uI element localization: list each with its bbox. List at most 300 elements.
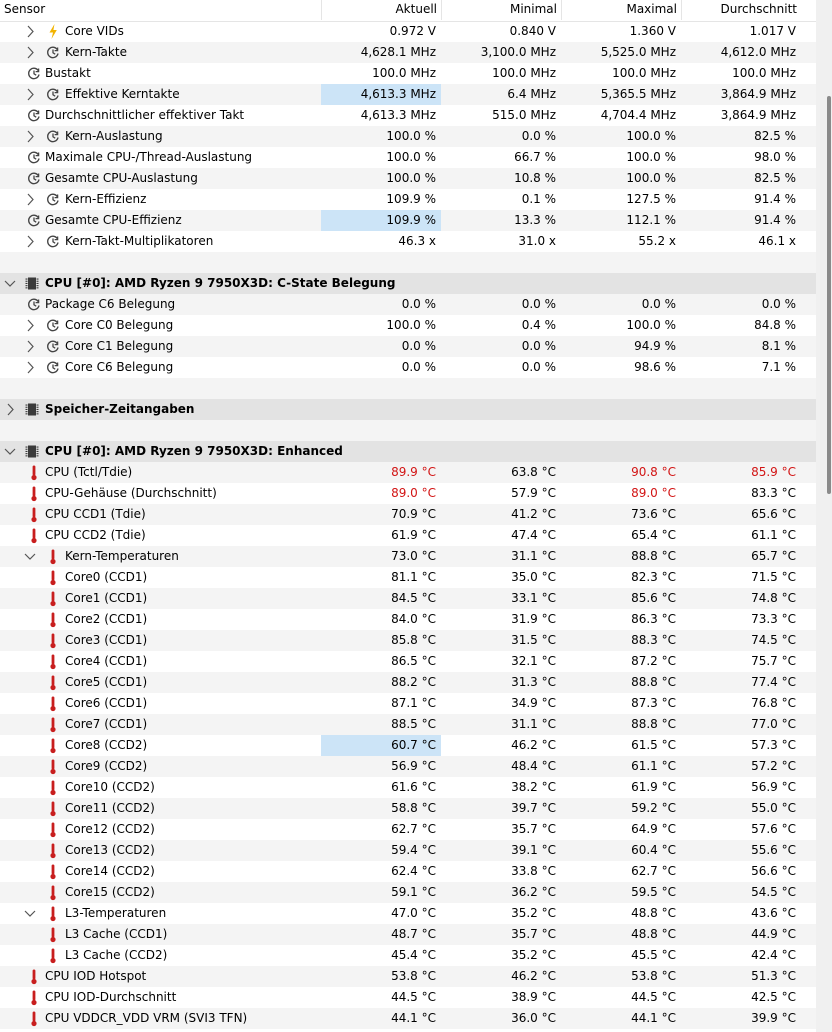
clock-icon — [45, 315, 61, 336]
value-average: 46.1 x — [758, 234, 796, 248]
chip-icon — [24, 273, 40, 294]
value-average: 56.6 °C — [751, 864, 796, 878]
value-current: 88.2 °C — [391, 675, 436, 689]
value-maximum: 5,525.0 MHz — [600, 45, 676, 59]
sensor-label: Effektive Kerntakte — [65, 87, 180, 101]
sensor-label: CPU IOD Hotspot — [45, 969, 147, 983]
sensor-row-durchschnittlicher-effektiver-takt[interactable] — [0, 105, 816, 126]
value-minimum: 100.0 MHz — [492, 66, 556, 80]
chevron-right-icon[interactable] — [22, 231, 38, 252]
value-current: 84.0 °C — [391, 612, 436, 626]
value-minimum: 0.4 % — [521, 318, 556, 332]
value-current: 53.8 °C — [391, 969, 436, 983]
chevron-right-icon[interactable] — [22, 357, 38, 378]
value-minimum: 32.1 °C — [511, 654, 556, 668]
sensor-label: Kern-Takte — [65, 45, 127, 59]
value-average: 54.5 °C — [751, 885, 796, 899]
sensor-row-core0-ccd1[interactable] — [0, 567, 816, 588]
value-average: 100.0 MHz — [732, 66, 796, 80]
sensor-label: Core C0 Belegung — [65, 318, 174, 332]
value-current: 85.8 °C — [391, 633, 436, 647]
scrollbar-thumb[interactable] — [827, 96, 831, 494]
value-maximum: 100.0 % — [626, 129, 676, 143]
value-current: 84.5 °C — [391, 591, 436, 605]
sensor-label: Package C6 Belegung — [45, 297, 176, 311]
sensor-label: Core6 (CCD1) — [65, 696, 148, 710]
value-maximum: 60.4 °C — [631, 843, 676, 857]
sensor-label: Core13 (CCD2) — [65, 843, 155, 857]
value-minimum: 66.7 % — [514, 150, 556, 164]
value-minimum: 0.0 % — [521, 297, 556, 311]
value-maximum: 59.5 °C — [631, 885, 676, 899]
value-maximum: 55.2 x — [638, 234, 676, 248]
sensor-row-kern-auslastung[interactable] — [0, 126, 816, 147]
value-maximum: 73.6 °C — [631, 507, 676, 521]
thermometer-icon — [45, 651, 61, 672]
value-minimum: 33.8 °C — [511, 864, 556, 878]
sensor-row-core-vids[interactable] — [0, 21, 816, 42]
chevron-right-icon[interactable] — [2, 399, 18, 420]
value-maximum: 94.9 % — [634, 339, 676, 353]
chip-icon — [24, 441, 40, 462]
clock-icon — [26, 168, 42, 189]
chevron-right-icon[interactable] — [22, 84, 38, 105]
sensor-label: Core C1 Belegung — [65, 339, 174, 353]
sensor-label: Core12 (CCD2) — [65, 822, 155, 836]
value-maximum: 53.8 °C — [631, 969, 676, 983]
sensor-row-cpu-vddcr-vdd-vrm-svi3-tfn[interactable] — [0, 1008, 816, 1029]
value-current: 44.5 °C — [391, 990, 436, 1004]
sensor-row-maximale-cpu-thread-auslastung[interactable] — [0, 147, 816, 168]
value-average: 65.6 °C — [751, 507, 796, 521]
thermometer-icon — [45, 819, 61, 840]
value-current: 0.0 % — [401, 360, 436, 374]
value-current: 4,613.3 MHz — [360, 108, 436, 122]
value-average: 71.5 °C — [751, 570, 796, 584]
sensor-row-kern-temperaturen[interactable] — [0, 546, 816, 567]
value-current: 48.7 °C — [391, 927, 436, 941]
value-current: 0.972 V — [389, 24, 436, 38]
value-current: 100.0 % — [386, 171, 436, 185]
value-average: 65.7 °C — [751, 549, 796, 563]
sensor-row-l3-temperaturen[interactable] — [0, 903, 816, 924]
thermometer-icon — [45, 924, 61, 945]
value-average: 4,612.0 MHz — [720, 45, 796, 59]
value-minimum: 33.1 °C — [511, 591, 556, 605]
thermometer-icon — [26, 525, 42, 546]
clock-icon — [26, 63, 42, 84]
value-current: 56.9 °C — [391, 759, 436, 773]
chevron-right-icon[interactable] — [22, 189, 38, 210]
group-label: Speicher-Zeitangaben — [45, 402, 195, 416]
sensor-label: Core0 (CCD1) — [65, 570, 148, 584]
thermometer-icon — [45, 777, 61, 798]
value-minimum: 0.0 % — [521, 129, 556, 143]
sensor-row-core8-ccd2[interactable] — [0, 735, 816, 756]
value-maximum: 87.2 °C — [631, 654, 676, 668]
sensor-label: Core8 (CCD2) — [65, 738, 148, 752]
sensor-row-cpu-ccd1-tdie[interactable] — [0, 504, 816, 525]
value-current: 100.0 MHz — [372, 66, 436, 80]
thermometer-icon — [45, 882, 61, 903]
value-current: 62.4 °C — [391, 864, 436, 878]
value-maximum: 90.8 °C — [631, 465, 676, 479]
sensor-row-core9-ccd2[interactable] — [0, 756, 816, 777]
value-average: 73.3 °C — [751, 612, 796, 626]
value-minimum: 48.4 °C — [511, 759, 556, 773]
value-average: 77.0 °C — [751, 717, 796, 731]
sensor-label: Gesamte CPU-Effizienz — [45, 213, 182, 227]
thermometer-icon — [45, 903, 61, 924]
value-minimum: 35.2 °C — [511, 906, 556, 920]
value-minimum: 35.7 °C — [511, 927, 556, 941]
value-maximum: 100.0 % — [626, 318, 676, 332]
value-average: 55.6 °C — [751, 843, 796, 857]
value-average: 55.0 °C — [751, 801, 796, 815]
column-header-average[interactable]: Durchschnitt — [681, 0, 801, 20]
sensor-row-cpu-iod-durchschnitt[interactable] — [0, 987, 816, 1008]
value-maximum: 87.3 °C — [631, 696, 676, 710]
value-minimum: 0.1 % — [521, 192, 556, 206]
value-minimum: 38.9 °C — [511, 990, 556, 1004]
sensor-row-core5-ccd1[interactable] — [0, 672, 816, 693]
column-header-sensor[interactable]: Sensor — [4, 2, 46, 16]
value-maximum: 62.7 °C — [631, 864, 676, 878]
value-maximum: 61.1 °C — [631, 759, 676, 773]
value-maximum: 100.0 MHz — [612, 66, 676, 80]
value-average: 84.8 % — [754, 318, 796, 332]
value-average: 3,864.9 MHz — [720, 87, 796, 101]
thermometer-icon — [45, 609, 61, 630]
value-current: 62.7 °C — [391, 822, 436, 836]
value-average: 56.9 °C — [751, 780, 796, 794]
value-minimum: 35.7 °C — [511, 822, 556, 836]
sensor-row-core3-ccd1[interactable] — [0, 630, 816, 651]
thermometer-icon — [45, 693, 61, 714]
sensor-row-core2-ccd1[interactable] — [0, 609, 816, 630]
value-average: 82.5 % — [754, 171, 796, 185]
sensor-row-core11-ccd2[interactable] — [0, 798, 816, 819]
sensor-label: CPU VDDCR_VDD VRM (SVI3 TFN) — [45, 1011, 248, 1025]
column-header-current[interactable]: Aktuell — [321, 0, 441, 20]
thermometer-icon — [45, 714, 61, 735]
value-minimum: 46.2 °C — [511, 738, 556, 752]
value-current: 59.1 °C — [391, 885, 436, 899]
value-average: 43.6 °C — [751, 906, 796, 920]
value-maximum: 45.5 °C — [631, 948, 676, 962]
thermometer-icon — [45, 588, 61, 609]
value-minimum: 515.0 MHz — [492, 108, 556, 122]
value-average: 44.9 °C — [751, 927, 796, 941]
thermometer-icon — [45, 840, 61, 861]
value-average: 3,864.9 MHz — [720, 108, 796, 122]
value-average: 83.3 °C — [751, 486, 796, 500]
value-current: 89.9 °C — [391, 465, 436, 479]
value-minimum: 0.0 % — [521, 360, 556, 374]
value-average: 39.9 °C — [751, 1011, 796, 1025]
value-maximum: 88.8 °C — [631, 675, 676, 689]
sensor-label: Core2 (CCD1) — [65, 612, 148, 626]
thermometer-icon — [45, 672, 61, 693]
value-minimum: 36.2 °C — [511, 885, 556, 899]
value-maximum: 44.5 °C — [631, 990, 676, 1004]
chevron-down-icon[interactable] — [22, 903, 38, 924]
value-minimum: 63.8 °C — [511, 465, 556, 479]
value-maximum: 88.8 °C — [631, 549, 676, 563]
value-current: 60.7 °C — [321, 735, 441, 756]
value-current: 46.3 x — [398, 234, 436, 248]
value-maximum: 0.0 % — [641, 297, 676, 311]
sensor-label: Core1 (CCD1) — [65, 591, 148, 605]
thermometer-icon — [45, 567, 61, 588]
sensor-row-l3-cache-ccd2[interactable] — [0, 945, 816, 966]
thermometer-icon — [26, 966, 42, 987]
value-current: 61.6 °C — [391, 780, 436, 794]
sensor-label: Core5 (CCD1) — [65, 675, 148, 689]
value-average: 8.1 % — [761, 339, 796, 353]
thermometer-icon — [45, 630, 61, 651]
value-current: 44.1 °C — [391, 1011, 436, 1025]
value-minimum: 41.2 °C — [511, 507, 556, 521]
group-row-cpu-0-amd-ryzen-9-7950x3d-enhanced[interactable] — [0, 441, 816, 462]
thermometer-icon — [26, 462, 42, 483]
column-header — [0, 0, 816, 22]
sensor-row-bustakt[interactable] — [0, 63, 816, 84]
value-current: 100.0 % — [386, 150, 436, 164]
value-maximum: 61.9 °C — [631, 780, 676, 794]
value-maximum: 85.6 °C — [631, 591, 676, 605]
thermometer-icon — [26, 987, 42, 1008]
sensor-label: Durchschnittlicher effektiver Takt — [45, 108, 245, 122]
value-minimum: 36.0 °C — [511, 1011, 556, 1025]
sensor-row-cpu-geh-use-durchschnitt[interactable] — [0, 483, 816, 504]
thermometer-icon — [26, 483, 42, 504]
value-maximum: 100.0 % — [626, 171, 676, 185]
value-current: 45.4 °C — [391, 948, 436, 962]
column-header-maximum[interactable]: Maximal — [561, 0, 681, 20]
sensor-row-core7-ccd1[interactable] — [0, 714, 816, 735]
value-maximum: 48.8 °C — [631, 906, 676, 920]
value-average: 74.8 °C — [751, 591, 796, 605]
sensor-label: CPU-Gehäuse (Durchschnitt) — [45, 486, 217, 500]
value-current: 58.8 °C — [391, 801, 436, 815]
sensor-row-l3-cache-ccd1[interactable] — [0, 924, 816, 945]
value-maximum: 127.5 % — [626, 192, 676, 206]
sensor-row-core4-ccd1[interactable] — [0, 651, 816, 672]
clock-icon — [26, 147, 42, 168]
sensor-tree — [0, 21, 816, 1032]
sensor-row-core12-ccd2[interactable] — [0, 819, 816, 840]
clock-icon — [26, 210, 42, 231]
value-current: 4,628.1 MHz — [360, 45, 436, 59]
sensor-label: Core9 (CCD2) — [65, 759, 148, 773]
sensor-row-kern-takte[interactable] — [0, 42, 816, 63]
value-minimum: 10.8 % — [514, 171, 556, 185]
value-current: 100.0 % — [386, 318, 436, 332]
sensor-label: CPU IOD-Durchschnitt — [45, 990, 177, 1004]
sensor-label: L3 Cache (CCD2) — [65, 948, 168, 962]
value-current: 4,613.3 MHz — [321, 84, 441, 105]
clock-icon — [45, 336, 61, 357]
clock-icon — [26, 105, 42, 126]
clock-icon — [45, 126, 61, 147]
thermometer-icon — [26, 1008, 42, 1029]
value-average: 76.8 °C — [751, 696, 796, 710]
sensor-row-cpu-ccd2-tdie[interactable] — [0, 525, 816, 546]
value-average: 61.1 °C — [751, 528, 796, 542]
value-average: 1.017 V — [749, 24, 796, 38]
sensor-row-gesamte-cpu-effizienz[interactable] — [0, 210, 816, 231]
sensor-row-core6-ccd1[interactable] — [0, 693, 816, 714]
sensor-row-cpu-tctl-tdie[interactable] — [0, 462, 816, 483]
value-current: 0.0 % — [401, 297, 436, 311]
group-row-cpu-0-amd-ryzen-9-7950x3d-c-state-belegung[interactable] — [0, 273, 816, 294]
value-current: 73.0 °C — [391, 549, 436, 563]
sensor-label: Core3 (CCD1) — [65, 633, 148, 647]
sensor-label: CPU CCD1 (Tdie) — [45, 507, 146, 521]
value-maximum: 61.5 °C — [631, 738, 676, 752]
sensor-label: CPU CCD2 (Tdie) — [45, 528, 146, 542]
sensor-label: Core10 (CCD2) — [65, 780, 155, 794]
value-minimum: 31.1 °C — [511, 549, 556, 563]
sensor-label: L3-Temperaturen — [65, 906, 167, 920]
sensor-row-core15-ccd2[interactable] — [0, 882, 816, 903]
group-row-speicher-zeitangaben[interactable] — [0, 399, 816, 420]
value-minimum: 39.7 °C — [511, 801, 556, 815]
value-current: 81.1 °C — [391, 570, 436, 584]
sensor-row-kern-takt-multiplikatoren[interactable] — [0, 231, 816, 252]
value-minimum: 34.9 °C — [511, 696, 556, 710]
sensor-label: Kern-Effizienz — [65, 192, 147, 206]
value-average: 42.4 °C — [751, 948, 796, 962]
value-minimum: 31.1 °C — [511, 717, 556, 731]
sensor-row-core1-ccd1[interactable] — [0, 588, 816, 609]
sensor-row-cpu-iod-hotspot[interactable] — [0, 966, 816, 987]
sensor-row-core14-ccd2[interactable] — [0, 861, 816, 882]
value-average: 57.6 °C — [751, 822, 796, 836]
value-minimum: 3,100.0 MHz — [480, 45, 556, 59]
group-label: CPU [#0]: AMD Ryzen 9 7950X3D: C-State Belegung — [45, 276, 396, 290]
value-current: 100.0 % — [386, 129, 436, 143]
chevron-down-icon[interactable] — [2, 273, 18, 294]
clock-icon — [26, 294, 42, 315]
value-maximum: 98.6 % — [634, 360, 676, 374]
chevron-down-icon[interactable] — [22, 546, 38, 567]
column-header-minimum[interactable]: Minimal — [441, 0, 561, 20]
value-maximum: 88.8 °C — [631, 717, 676, 731]
value-current: 88.5 °C — [391, 717, 436, 731]
sensor-label: Kern-Temperaturen — [65, 549, 179, 563]
value-average: 91.4 % — [754, 213, 796, 227]
sensor-label: Kern-Takt-Multiplikatoren — [65, 234, 214, 248]
value-maximum: 89.0 °C — [631, 486, 676, 500]
value-maximum: 86.3 °C — [631, 612, 676, 626]
value-minimum: 13.3 % — [514, 213, 556, 227]
chevron-right-icon[interactable] — [22, 315, 38, 336]
sensor-row-kern-effizienz[interactable] — [0, 189, 816, 210]
value-minimum: 39.1 °C — [511, 843, 556, 857]
value-average: 75.7 °C — [751, 654, 796, 668]
value-maximum: 82.3 °C — [631, 570, 676, 584]
sensor-row-core-c0-belegung[interactable] — [0, 315, 816, 336]
sensor-row-core13-ccd2[interactable] — [0, 840, 816, 861]
value-current: 109.9 % — [386, 192, 436, 206]
value-minimum: 46.2 °C — [511, 969, 556, 983]
value-current: 109.9 % — [321, 210, 441, 231]
value-average: 85.9 °C — [751, 465, 796, 479]
value-average: 0.0 % — [761, 297, 796, 311]
sensor-label: Core14 (CCD2) — [65, 864, 155, 878]
chevron-right-icon[interactable] — [22, 21, 38, 42]
chevron-down-icon[interactable] — [2, 441, 18, 462]
sensor-label: CPU (Tctl/Tdie) — [45, 465, 133, 479]
chip-icon — [24, 399, 40, 420]
sensor-row-package-c6-belegung[interactable] — [0, 294, 816, 315]
value-minimum: 31.0 x — [518, 234, 556, 248]
value-current: 89.0 °C — [391, 486, 436, 500]
sensor-label: Core11 (CCD2) — [65, 801, 155, 815]
value-average: 51.3 °C — [751, 969, 796, 983]
value-maximum: 1.360 V — [629, 24, 676, 38]
thermometer-icon — [45, 861, 61, 882]
value-minimum: 0.0 % — [521, 339, 556, 353]
sensor-row-core-c1-belegung[interactable] — [0, 336, 816, 357]
clock-icon — [45, 42, 61, 63]
value-current: 47.0 °C — [391, 906, 436, 920]
value-maximum: 88.3 °C — [631, 633, 676, 647]
chevron-right-icon[interactable] — [22, 126, 38, 147]
chevron-right-icon[interactable] — [22, 336, 38, 357]
value-current: 86.5 °C — [391, 654, 436, 668]
value-average: 57.2 °C — [751, 759, 796, 773]
clock-icon — [45, 357, 61, 378]
value-minimum: 6.4 MHz — [507, 87, 556, 101]
sensor-row-core10-ccd2[interactable] — [0, 777, 816, 798]
spacer-row — [0, 378, 816, 399]
value-maximum: 5,365.5 MHz — [600, 87, 676, 101]
clock-icon — [45, 189, 61, 210]
sensor-label: Core C6 Belegung — [65, 360, 174, 374]
sensor-label: Gesamte CPU-Auslastung — [45, 171, 198, 185]
sensor-label: L3 Cache (CCD1) — [65, 927, 168, 941]
value-minimum: 57.9 °C — [511, 486, 556, 500]
thermometer-icon — [26, 504, 42, 525]
value-average: 57.3 °C — [751, 738, 796, 752]
value-current: 59.4 °C — [391, 843, 436, 857]
value-minimum: 35.2 °C — [511, 948, 556, 962]
sensor-row-effektive-kerntakte[interactable] — [0, 84, 816, 105]
spacer-row — [0, 420, 816, 441]
thermometer-icon — [45, 756, 61, 777]
chevron-right-icon[interactable] — [22, 42, 38, 63]
value-maximum: 112.1 % — [626, 213, 676, 227]
value-average: 91.4 % — [754, 192, 796, 206]
value-maximum: 65.4 °C — [631, 528, 676, 542]
sensor-label: Core15 (CCD2) — [65, 885, 155, 899]
value-current: 61.9 °C — [391, 528, 436, 542]
value-minimum: 31.9 °C — [511, 612, 556, 626]
value-current: 0.0 % — [401, 339, 436, 353]
thermometer-icon — [45, 735, 61, 756]
value-minimum: 0.840 V — [509, 24, 556, 38]
sensor-row-gesamte-cpu-auslastung[interactable] — [0, 168, 816, 189]
sensor-label: Kern-Auslastung — [65, 129, 163, 143]
group-label: CPU [#0]: AMD Ryzen 9 7950X3D: Enhanced — [45, 444, 343, 458]
value-maximum: 44.1 °C — [631, 1011, 676, 1025]
value-average: 82.5 % — [754, 129, 796, 143]
value-minimum: 38.2 °C — [511, 780, 556, 794]
sensor-row-core-c6-belegung[interactable] — [0, 357, 816, 378]
